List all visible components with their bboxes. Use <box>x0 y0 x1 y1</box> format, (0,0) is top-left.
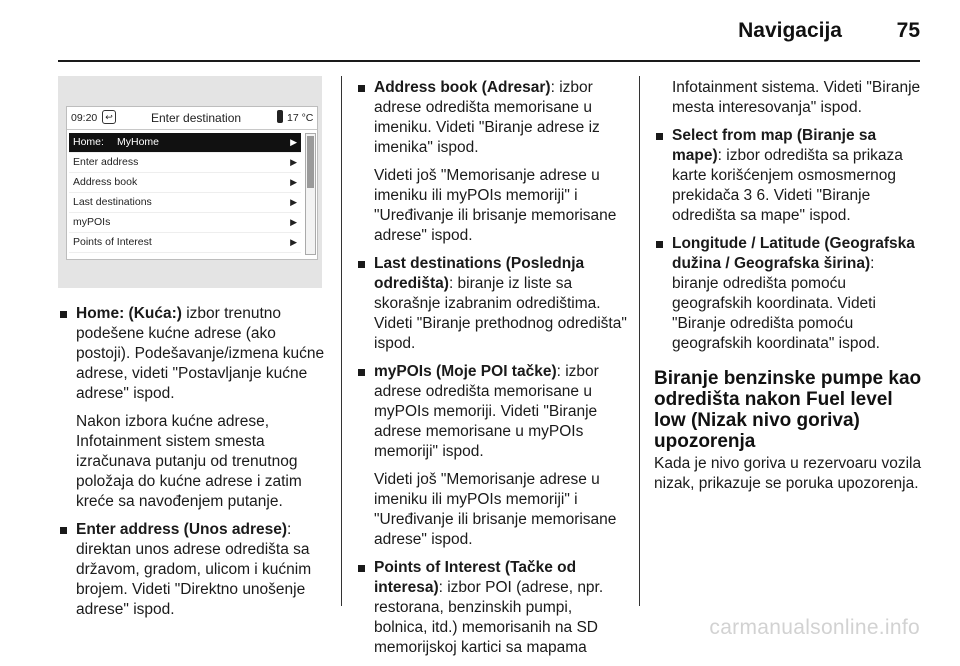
screen-illustration <box>58 76 322 288</box>
page-reference: 3 6 <box>743 187 766 204</box>
list-item-select-from-map <box>654 126 924 226</box>
menu-item-address-book <box>69 173 301 193</box>
menu-item-label: Points of Interest <box>73 236 152 248</box>
page-header <box>0 0 960 62</box>
column-divider <box>639 76 640 606</box>
screen-time: 09:20 <box>71 112 98 124</box>
item-text: : biranje iz liste sa skorašnje izabranim odredištima. Videti "Biranje prethodnog odredišta" ispod. <box>374 275 627 352</box>
page-number: 75 <box>896 19 920 42</box>
item-text: . Videti "Biranje odredišta sa mape" ispod. <box>672 187 871 224</box>
screen-scrollbar <box>305 133 316 255</box>
arrow-right-icon: ▶ <box>290 137 297 147</box>
item-text: : direktan unos adrese odredišta sa državom, gradom, ulicom i kućnim brojem. Videti "Direktno unošenje adrese" ispod. <box>76 521 312 618</box>
bullet <box>656 133 663 140</box>
thermometer-icon <box>277 110 283 123</box>
section-body: Kada je nivo goriva u rezervoaru vozila nizak, prikazuje se poruka upozorenja. <box>654 455 922 492</box>
screen-temperature: 17 °C <box>287 112 314 124</box>
item-text: : biranje odredišta pomoću geografskih koordinata. Videti "Biranje odredišta pomoću geografskih koordinata" ispod. <box>672 255 880 352</box>
continued-paragraph: Infotainment sistema. Videti "Biranje mesta interesovanja" ispod. <box>672 79 921 116</box>
item-text: izbor trenutno podešene kućne adrese (ako postoji). Podešavanje/izmena kućne adrese, videti "Postavljanje kućne adrese" ispod. <box>76 305 325 402</box>
back-icon: ↩ <box>102 110 116 124</box>
item-term: Home: (Kuća:) <box>76 305 182 322</box>
item-paragraph: Videti još "Memorisanje adrese u imeniku ili myPOIs memoriji" i "Uređivanje ili brisanje memorisane adrese" ispod. <box>374 471 617 548</box>
bullet <box>656 241 663 248</box>
item-term: Address book (Adresar) <box>374 79 551 96</box>
arrow-right-icon: ▶ <box>290 217 297 227</box>
menu-item-label: Enter address <box>73 156 139 168</box>
list-item-points-of-interest <box>356 558 628 658</box>
menu-item-last-destinations <box>69 193 301 213</box>
item-paragraph: Videti još "Memorisanje adrese u imeniku ili myPOIs memoriji" i "Uređivanje ili brisanje memorisane adrese" ispod. <box>374 167 617 244</box>
column-3 <box>654 78 924 502</box>
bullet <box>60 311 67 318</box>
bullet <box>358 261 365 268</box>
destination-menu <box>69 133 301 253</box>
arrow-right-icon: ▶ <box>290 237 297 247</box>
bullet <box>358 565 365 572</box>
list-item-last-destinations <box>356 254 628 354</box>
bullet <box>60 527 67 534</box>
menu-item-points-of-interest <box>69 233 301 253</box>
bullet <box>358 369 365 376</box>
item-text: : izbor POI (adrese, npr. restorana, benzinskih pumpi, bolnica, itd.) memorisanih na SD memorijskoj kartici sa mapama <box>374 579 604 656</box>
menu-item-enter-address <box>69 153 301 173</box>
screen-status-bar <box>67 107 317 130</box>
list-item-address-book <box>356 78 628 246</box>
header-rule <box>58 60 920 62</box>
item-text: : izbor odredišta sa prikaza karte korišćenjem osmosmernog prekidača <box>672 147 903 204</box>
section-heading: Biranje benzinske pumpe kao odredišta nakon Fuel level low (Nizak nivo goriva) upozorenja <box>654 368 922 452</box>
arrow-right-icon: ▶ <box>290 177 297 187</box>
arrow-right-icon: ▶ <box>290 197 297 207</box>
menu-item-mypois <box>69 213 301 233</box>
infotainment-screen <box>66 106 318 260</box>
menu-item-label: Home: <box>73 136 104 148</box>
column-divider <box>341 76 342 606</box>
item-term: Last destinations (Poslednja odredišta) <box>374 255 585 292</box>
item-term: myPOIs (Moje POI tačke) <box>374 363 557 380</box>
item-term: Enter address (Unos adrese) <box>76 521 288 538</box>
item-term: Select from map (Biranje sa mape) <box>672 127 877 164</box>
arrow-right-icon: ▶ <box>290 157 297 167</box>
watermark: carmanualsonline.info <box>709 616 920 639</box>
item-text: : izbor adrese odredišta memorisane u myPOIs memoriji. Videti "Biranje adrese memorisane u myPOIs memoriji" ispod. <box>374 363 599 460</box>
column-1 <box>58 304 326 628</box>
menu-item-value: MyHome <box>117 136 160 148</box>
scrollbar-thumb <box>307 136 314 188</box>
list-item-mypois <box>356 362 628 550</box>
list-item-longitude-latitude <box>654 234 924 354</box>
item-term: Points of Interest (Tačke od interesa) <box>374 559 577 596</box>
menu-item-home <box>69 133 301 153</box>
menu-item-label: myPOIs <box>73 216 111 228</box>
item-text: : izbor adrese odredišta memorisane u imeniku. Videti "Biranje adrese iz imenika" ispod. <box>374 79 600 156</box>
list-item-home <box>58 304 326 512</box>
menu-item-label: Last destinations <box>73 196 152 208</box>
column-2 <box>356 78 628 666</box>
item-paragraph: Nakon izbora kućne adrese, Infotainment sistem smesta izračunava putanju od trenutnog položaja do kućne adrese i zatim kreće sa navođenjem putanje. <box>76 413 302 510</box>
item-term: Longitude / Latitude (Geografska dužina / Geografska širina) <box>672 235 915 272</box>
list-item-enter-address <box>58 520 326 620</box>
bullet <box>358 85 365 92</box>
screen-title: Enter destination <box>151 111 242 125</box>
page-title: Navigacija <box>738 19 842 42</box>
menu-item-label: Address book <box>73 176 138 188</box>
